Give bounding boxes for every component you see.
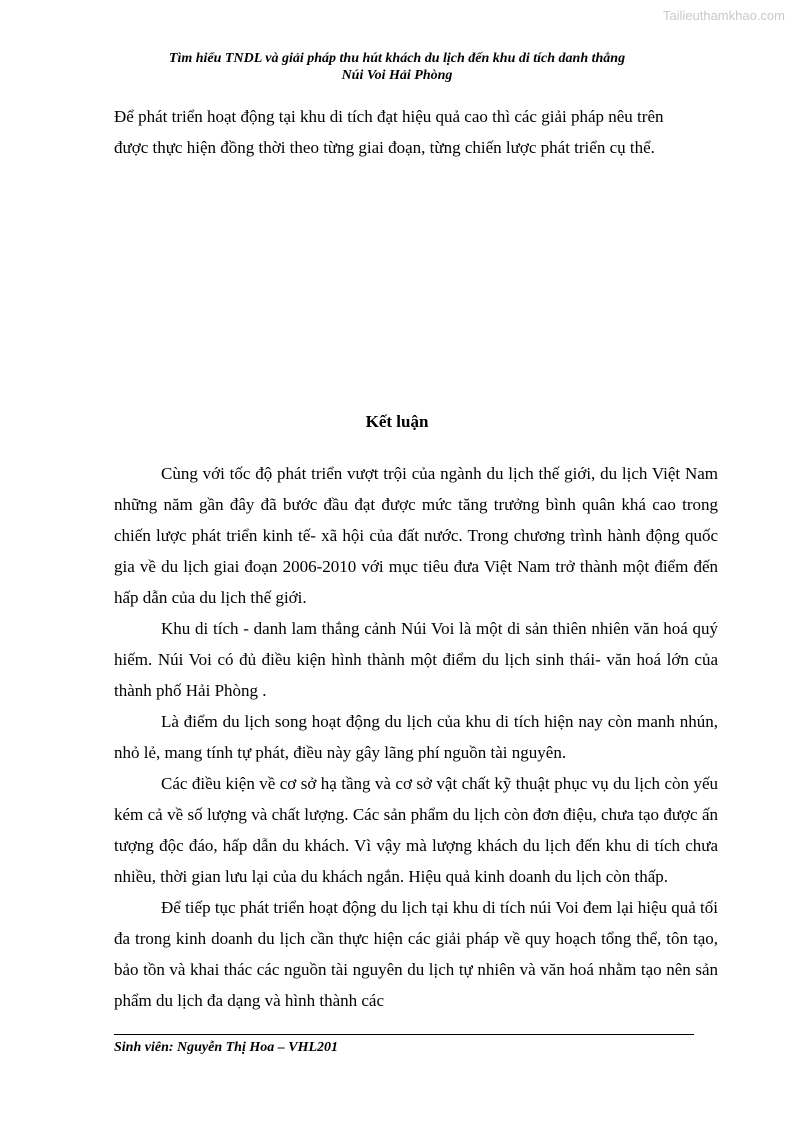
paragraph: Là điểm du lịch song hoạt động du lịch của khu di tích hiện nay còn manh nhún, nhỏ lẻ, mang tính tự phát, điều này gây lãng phí nguồn tài nguyên. bbox=[114, 712, 718, 762]
page-header bbox=[100, 50, 694, 84]
intro-line-2: được thực hiện đồng thời theo từng giai đoạn, từng chiến lược phát triển cụ thể. bbox=[114, 138, 655, 157]
conclusion-body bbox=[114, 458, 718, 1016]
intro-paragraph bbox=[114, 101, 718, 163]
paragraph: Các điều kiện về cơ sở hạ tầng và cơ sở vật chất kỹ thuật phục vụ du lịch còn yếu kém cả về số lượng và chất lượng. Các sản phẩm du lịch còn đơn điệu, chưa tạo được ấn tượng độc đáo, hấp dẫn du khách. Vì vậy mà lượng khách du lịch đến khu di tích chưa nhiều, thời gian lưu lại của du khách ngắn. Hiệu quả kinh doanh du lịch còn thấp. bbox=[114, 774, 718, 886]
header-title-line-1: Tìm hiểu TNDL và giải pháp thu hút khách du lịch đến khu di tích danh thắng bbox=[168, 51, 626, 66]
footer-student: Sinh viên: Nguyễn Thị Hoa – VHL201 bbox=[114, 1040, 339, 1055]
footer-divider bbox=[114, 1034, 694, 1035]
paragraph: Khu di tích - danh lam thắng cảnh Núi Voi là một di sản thiên nhiên văn hoá quý hiếm. Núi Voi có đủ điều kiện hình thành một điểm du lịch sinh thái- văn hoá lớn của thành phố Hải Phòng . bbox=[114, 619, 718, 700]
section-heading: Kết luận bbox=[365, 412, 429, 431]
intro-line-1: Để phát triển hoạt động tại khu di tích đạt hiệu quả cao thì các giải pháp nêu trên bbox=[114, 107, 664, 126]
paragraph: Để tiếp tục phát triển hoạt động du lịch tại khu di tích núi Voi đem lại hiệu quả tối đa trong kinh doanh du lịch cần thực hiện các giải pháp về quy hoạch tổng thể, tôn tạo, bảo tồn và khai thác các nguồn tài nguyên du lịch tự nhiên và văn hoá nhằm tạo nên sản phẩm du lịch đa dạng và hình thành các bbox=[114, 898, 718, 1010]
header-title-line-2: Núi Voi Hải Phòng bbox=[341, 68, 453, 83]
paragraph: Cùng với tốc độ phát triển vượt trội của ngành du lịch thế giới, du lịch Việt Nam những năm gần đây đã bước đầu đạt được mức tăng trưởng bình quân khá cao trong chiến lược phát triển kinh tế- xã hội của đất nước. Trong chương trình hành động quốc gia về du lịch giai đoạn 2006-2010 với mục tiêu đưa Việt Nam trở thành một điểm đến hấp dẫn của du lịch thế giới. bbox=[114, 464, 718, 607]
watermark: Tailieuthamkhao.com bbox=[662, 8, 785, 23]
